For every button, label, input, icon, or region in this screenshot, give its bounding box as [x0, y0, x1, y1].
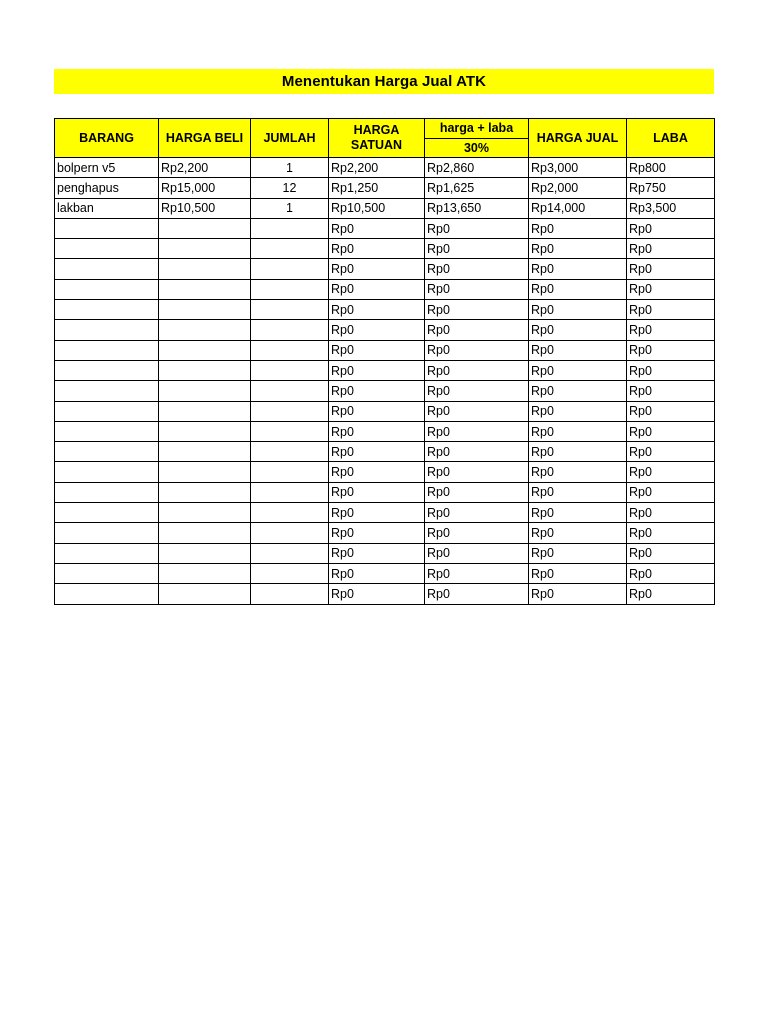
table-row — [55, 523, 715, 543]
cell-harga-laba[interactable]: Rp0 — [425, 503, 529, 523]
cell-harga-jual[interactable]: Rp0 — [529, 320, 627, 340]
cell-harga-satuan[interactable]: Rp0 — [329, 360, 425, 380]
cell-laba[interactable]: Rp3,500 — [627, 198, 715, 218]
cell-harga-laba[interactable]: Rp0 — [425, 584, 529, 604]
header-jumlah[interactable]: JUMLAH — [251, 119, 329, 158]
cell-jumlah[interactable] — [251, 340, 329, 360]
cell-harga-satuan[interactable]: Rp0 — [329, 320, 425, 340]
cell-harga-beli[interactable] — [159, 462, 251, 482]
cell-laba[interactable]: Rp0 — [627, 543, 715, 563]
cell-jumlah[interactable] — [251, 259, 329, 279]
cell-harga-satuan[interactable]: Rp0 — [329, 421, 425, 441]
table-row — [55, 320, 715, 340]
cell-barang[interactable]: bolpern v5 — [55, 158, 159, 178]
cell-harga-jual[interactable]: Rp0 — [529, 563, 627, 583]
table-row — [55, 421, 715, 441]
cell-harga-beli[interactable] — [159, 360, 251, 380]
cell-harga-laba[interactable]: Rp0 — [425, 239, 529, 259]
cell-laba[interactable]: Rp0 — [627, 279, 715, 299]
sheet-title — [54, 69, 714, 94]
cell-harga-satuan[interactable]: Rp0 — [329, 543, 425, 563]
header-persen-laba[interactable]: 30% — [425, 139, 529, 158]
cell-harga-satuan[interactable]: Rp0 — [329, 442, 425, 462]
cell-harga-beli[interactable]: Rp15,000 — [159, 178, 251, 198]
cell-laba[interactable]: Rp750 — [627, 178, 715, 198]
cell-harga-satuan[interactable]: Rp0 — [329, 340, 425, 360]
table-row — [55, 158, 715, 178]
table-row — [55, 279, 715, 299]
cell-harga-beli[interactable] — [159, 340, 251, 360]
cell-harga-jual[interactable]: Rp0 — [529, 340, 627, 360]
cell-harga-beli[interactable] — [159, 381, 251, 401]
cell-harga-beli[interactable]: Rp2,200 — [159, 158, 251, 178]
cell-jumlah[interactable]: 1 — [251, 158, 329, 178]
cell-harga-satuan[interactable]: Rp10,500 — [329, 198, 425, 218]
cell-jumlah[interactable] — [251, 462, 329, 482]
cell-harga-beli[interactable] — [159, 320, 251, 340]
table-row — [55, 381, 715, 401]
cell-harga-laba[interactable]: Rp1,625 — [425, 178, 529, 198]
table-row — [55, 584, 715, 604]
cell-harga-satuan[interactable]: Rp0 — [329, 218, 425, 238]
header-harga-satuan-text: HARGA SATUAN — [350, 123, 403, 152]
cell-barang[interactable] — [55, 563, 159, 583]
cell-jumlah[interactable] — [251, 421, 329, 441]
cell-harga-laba[interactable]: Rp13,650 — [425, 198, 529, 218]
cell-harga-laba[interactable]: Rp0 — [425, 279, 529, 299]
cell-jumlah[interactable] — [251, 523, 329, 543]
cell-jumlah[interactable] — [251, 218, 329, 238]
cell-barang[interactable] — [55, 482, 159, 502]
cell-harga-jual[interactable]: Rp0 — [529, 462, 627, 482]
cell-laba[interactable]: Rp0 — [627, 340, 715, 360]
cell-harga-beli[interactable] — [159, 218, 251, 238]
cell-harga-laba[interactable]: Rp0 — [425, 218, 529, 238]
cell-jumlah[interactable] — [251, 563, 329, 583]
cell-harga-jual[interactable]: Rp0 — [529, 381, 627, 401]
cell-harga-jual[interactable]: Rp0 — [529, 482, 627, 502]
cell-harga-jual[interactable]: Rp3,000 — [529, 158, 627, 178]
cell-harga-jual[interactable]: Rp2,000 — [529, 178, 627, 198]
table-row — [55, 259, 715, 279]
cell-harga-jual[interactable]: Rp0 — [529, 401, 627, 421]
cell-jumlah[interactable] — [251, 442, 329, 462]
cell-harga-beli[interactable] — [159, 401, 251, 421]
cell-barang[interactable] — [55, 340, 159, 360]
cell-laba[interactable]: Rp0 — [627, 482, 715, 502]
cell-barang[interactable] — [55, 279, 159, 299]
cell-harga-laba[interactable]: Rp2,860 — [425, 158, 529, 178]
cell-laba[interactable]: Rp0 — [627, 360, 715, 380]
cell-harga-jual[interactable]: Rp0 — [529, 543, 627, 563]
table-header — [55, 119, 715, 158]
cell-harga-satuan[interactable]: Rp0 — [329, 279, 425, 299]
cell-harga-jual[interactable]: Rp0 — [529, 300, 627, 320]
table-row — [55, 563, 715, 583]
cell-harga-beli[interactable] — [159, 523, 251, 543]
cell-harga-satuan[interactable]: Rp0 — [329, 300, 425, 320]
cell-laba[interactable]: Rp0 — [627, 218, 715, 238]
cell-barang[interactable] — [55, 360, 159, 380]
cell-harga-laba[interactable]: Rp0 — [425, 563, 529, 583]
header-harga-laba[interactable]: harga + laba — [425, 119, 529, 139]
cell-barang[interactable] — [55, 300, 159, 320]
cell-harga-satuan[interactable]: Rp0 — [329, 401, 425, 421]
table-row — [55, 442, 715, 462]
header-harga-satuan[interactable] — [329, 119, 425, 158]
cell-harga-jual[interactable]: Rp0 — [529, 259, 627, 279]
cell-harga-laba[interactable]: Rp0 — [425, 482, 529, 502]
cell-jumlah[interactable] — [251, 360, 329, 380]
cell-harga-laba[interactable]: Rp0 — [425, 401, 529, 421]
cell-harga-laba[interactable]: Rp0 — [425, 300, 529, 320]
cell-laba[interactable]: Rp0 — [627, 563, 715, 583]
table-row — [55, 482, 715, 502]
cell-barang[interactable] — [55, 381, 159, 401]
cell-harga-satuan[interactable]: Rp0 — [329, 523, 425, 543]
cell-barang[interactable] — [55, 584, 159, 604]
cell-barang[interactable] — [55, 503, 159, 523]
table-row — [55, 198, 715, 218]
cell-harga-laba[interactable]: Rp0 — [425, 462, 529, 482]
cell-jumlah[interactable]: 1 — [251, 198, 329, 218]
cell-harga-satuan[interactable]: Rp0 — [329, 503, 425, 523]
cell-harga-jual[interactable]: Rp0 — [529, 239, 627, 259]
cell-harga-jual[interactable]: Rp0 — [529, 279, 627, 299]
cell-harga-beli[interactable] — [159, 584, 251, 604]
cell-laba[interactable]: Rp0 — [627, 259, 715, 279]
cell-harga-jual[interactable]: Rp0 — [529, 360, 627, 380]
cell-harga-beli[interactable] — [159, 279, 251, 299]
cell-barang[interactable] — [55, 442, 159, 462]
cell-barang[interactable] — [55, 259, 159, 279]
cell-harga-satuan[interactable]: Rp0 — [329, 381, 425, 401]
table-row — [55, 462, 715, 482]
cell-harga-jual[interactable]: Rp0 — [529, 442, 627, 462]
cell-harga-beli[interactable] — [159, 300, 251, 320]
cell-laba[interactable]: Rp0 — [627, 421, 715, 441]
cell-harga-satuan[interactable]: Rp0 — [329, 584, 425, 604]
cell-harga-satuan[interactable]: Rp2,200 — [329, 158, 425, 178]
price-table — [54, 118, 715, 605]
cell-harga-laba[interactable]: Rp0 — [425, 381, 529, 401]
cell-harga-laba[interactable]: Rp0 — [425, 259, 529, 279]
cell-barang[interactable]: penghapus — [55, 178, 159, 198]
cell-laba[interactable]: Rp0 — [627, 300, 715, 320]
cell-harga-beli[interactable] — [159, 259, 251, 279]
cell-harga-beli[interactable] — [159, 421, 251, 441]
cell-harga-laba[interactable]: Rp0 — [425, 421, 529, 441]
cell-harga-satuan[interactable]: Rp1,250 — [329, 178, 425, 198]
header-laba[interactable]: LABA — [627, 119, 715, 158]
cell-barang[interactable] — [55, 523, 159, 543]
cell-jumlah[interactable] — [251, 503, 329, 523]
cell-barang[interactable] — [55, 218, 159, 238]
table-row — [55, 340, 715, 360]
cell-laba[interactable]: Rp0 — [627, 401, 715, 421]
cell-laba[interactable]: Rp0 — [627, 381, 715, 401]
cell-harga-jual[interactable]: Rp0 — [529, 523, 627, 543]
cell-barang[interactable] — [55, 543, 159, 563]
table-row — [55, 300, 715, 320]
cell-jumlah[interactable] — [251, 300, 329, 320]
cell-jumlah[interactable] — [251, 543, 329, 563]
cell-harga-jual[interactable]: Rp0 — [529, 218, 627, 238]
cell-harga-laba[interactable]: Rp0 — [425, 360, 529, 380]
cell-laba[interactable]: Rp0 — [627, 584, 715, 604]
cell-laba[interactable]: Rp800 — [627, 158, 715, 178]
cell-jumlah[interactable] — [251, 239, 329, 259]
table-row — [55, 239, 715, 259]
cell-harga-laba[interactable]: Rp0 — [425, 340, 529, 360]
cell-harga-beli[interactable] — [159, 503, 251, 523]
cell-laba[interactable]: Rp0 — [627, 523, 715, 543]
table-row — [55, 178, 715, 198]
cell-jumlah[interactable] — [251, 381, 329, 401]
cell-laba[interactable]: Rp0 — [627, 239, 715, 259]
cell-harga-satuan[interactable]: Rp0 — [329, 563, 425, 583]
table-row — [55, 218, 715, 238]
cell-jumlah[interactable]: 12 — [251, 178, 329, 198]
cell-barang[interactable] — [55, 320, 159, 340]
cell-barang[interactable] — [55, 421, 159, 441]
cell-harga-beli[interactable] — [159, 482, 251, 502]
cell-harga-laba[interactable]: Rp0 — [425, 543, 529, 563]
cell-harga-beli[interactable] — [159, 543, 251, 563]
cell-harga-jual[interactable]: Rp14,000 — [529, 198, 627, 218]
cell-jumlah[interactable] — [251, 584, 329, 604]
cell-jumlah[interactable] — [251, 320, 329, 340]
cell-harga-beli[interactable]: Rp10,500 — [159, 198, 251, 218]
cell-jumlah[interactable] — [251, 482, 329, 502]
table-row — [55, 360, 715, 380]
cell-laba[interactable]: Rp0 — [627, 503, 715, 523]
cell-harga-satuan[interactable]: Rp0 — [329, 259, 425, 279]
cell-harga-satuan[interactable]: Rp0 — [329, 239, 425, 259]
cell-harga-beli[interactable] — [159, 239, 251, 259]
header-harga-beli[interactable]: HARGA BELI — [159, 119, 251, 158]
table-row — [55, 543, 715, 563]
cell-harga-satuan[interactable]: Rp0 — [329, 482, 425, 502]
cell-jumlah[interactable] — [251, 401, 329, 421]
cell-harga-satuan[interactable]: Rp0 — [329, 462, 425, 482]
table-body — [55, 158, 715, 605]
table-row — [55, 401, 715, 421]
cell-harga-jual[interactable]: Rp0 — [529, 503, 627, 523]
cell-laba[interactable]: Rp0 — [627, 462, 715, 482]
header-barang[interactable]: BARANG — [55, 119, 159, 158]
cell-harga-laba[interactable]: Rp0 — [425, 523, 529, 543]
cell-barang[interactable] — [55, 239, 159, 259]
cell-jumlah[interactable] — [251, 279, 329, 299]
table-row — [55, 503, 715, 523]
cell-harga-beli[interactable] — [159, 442, 251, 462]
cell-barang[interactable] — [55, 401, 159, 421]
cell-barang[interactable]: lakban — [55, 198, 159, 218]
cell-harga-beli[interactable] — [159, 563, 251, 583]
header-harga-jual[interactable]: HARGA JUAL — [529, 119, 627, 158]
cell-barang[interactable] — [55, 462, 159, 482]
cell-harga-jual[interactable]: Rp0 — [529, 421, 627, 441]
cell-laba[interactable]: Rp0 — [627, 442, 715, 462]
cell-laba[interactable]: Rp0 — [627, 320, 715, 340]
cell-harga-jual[interactable]: Rp0 — [529, 584, 627, 604]
cell-harga-laba[interactable]: Rp0 — [425, 320, 529, 340]
sheet-title-text: Menentukan Harga Jual ATK — [281, 73, 487, 90]
cell-harga-laba[interactable]: Rp0 — [425, 442, 529, 462]
